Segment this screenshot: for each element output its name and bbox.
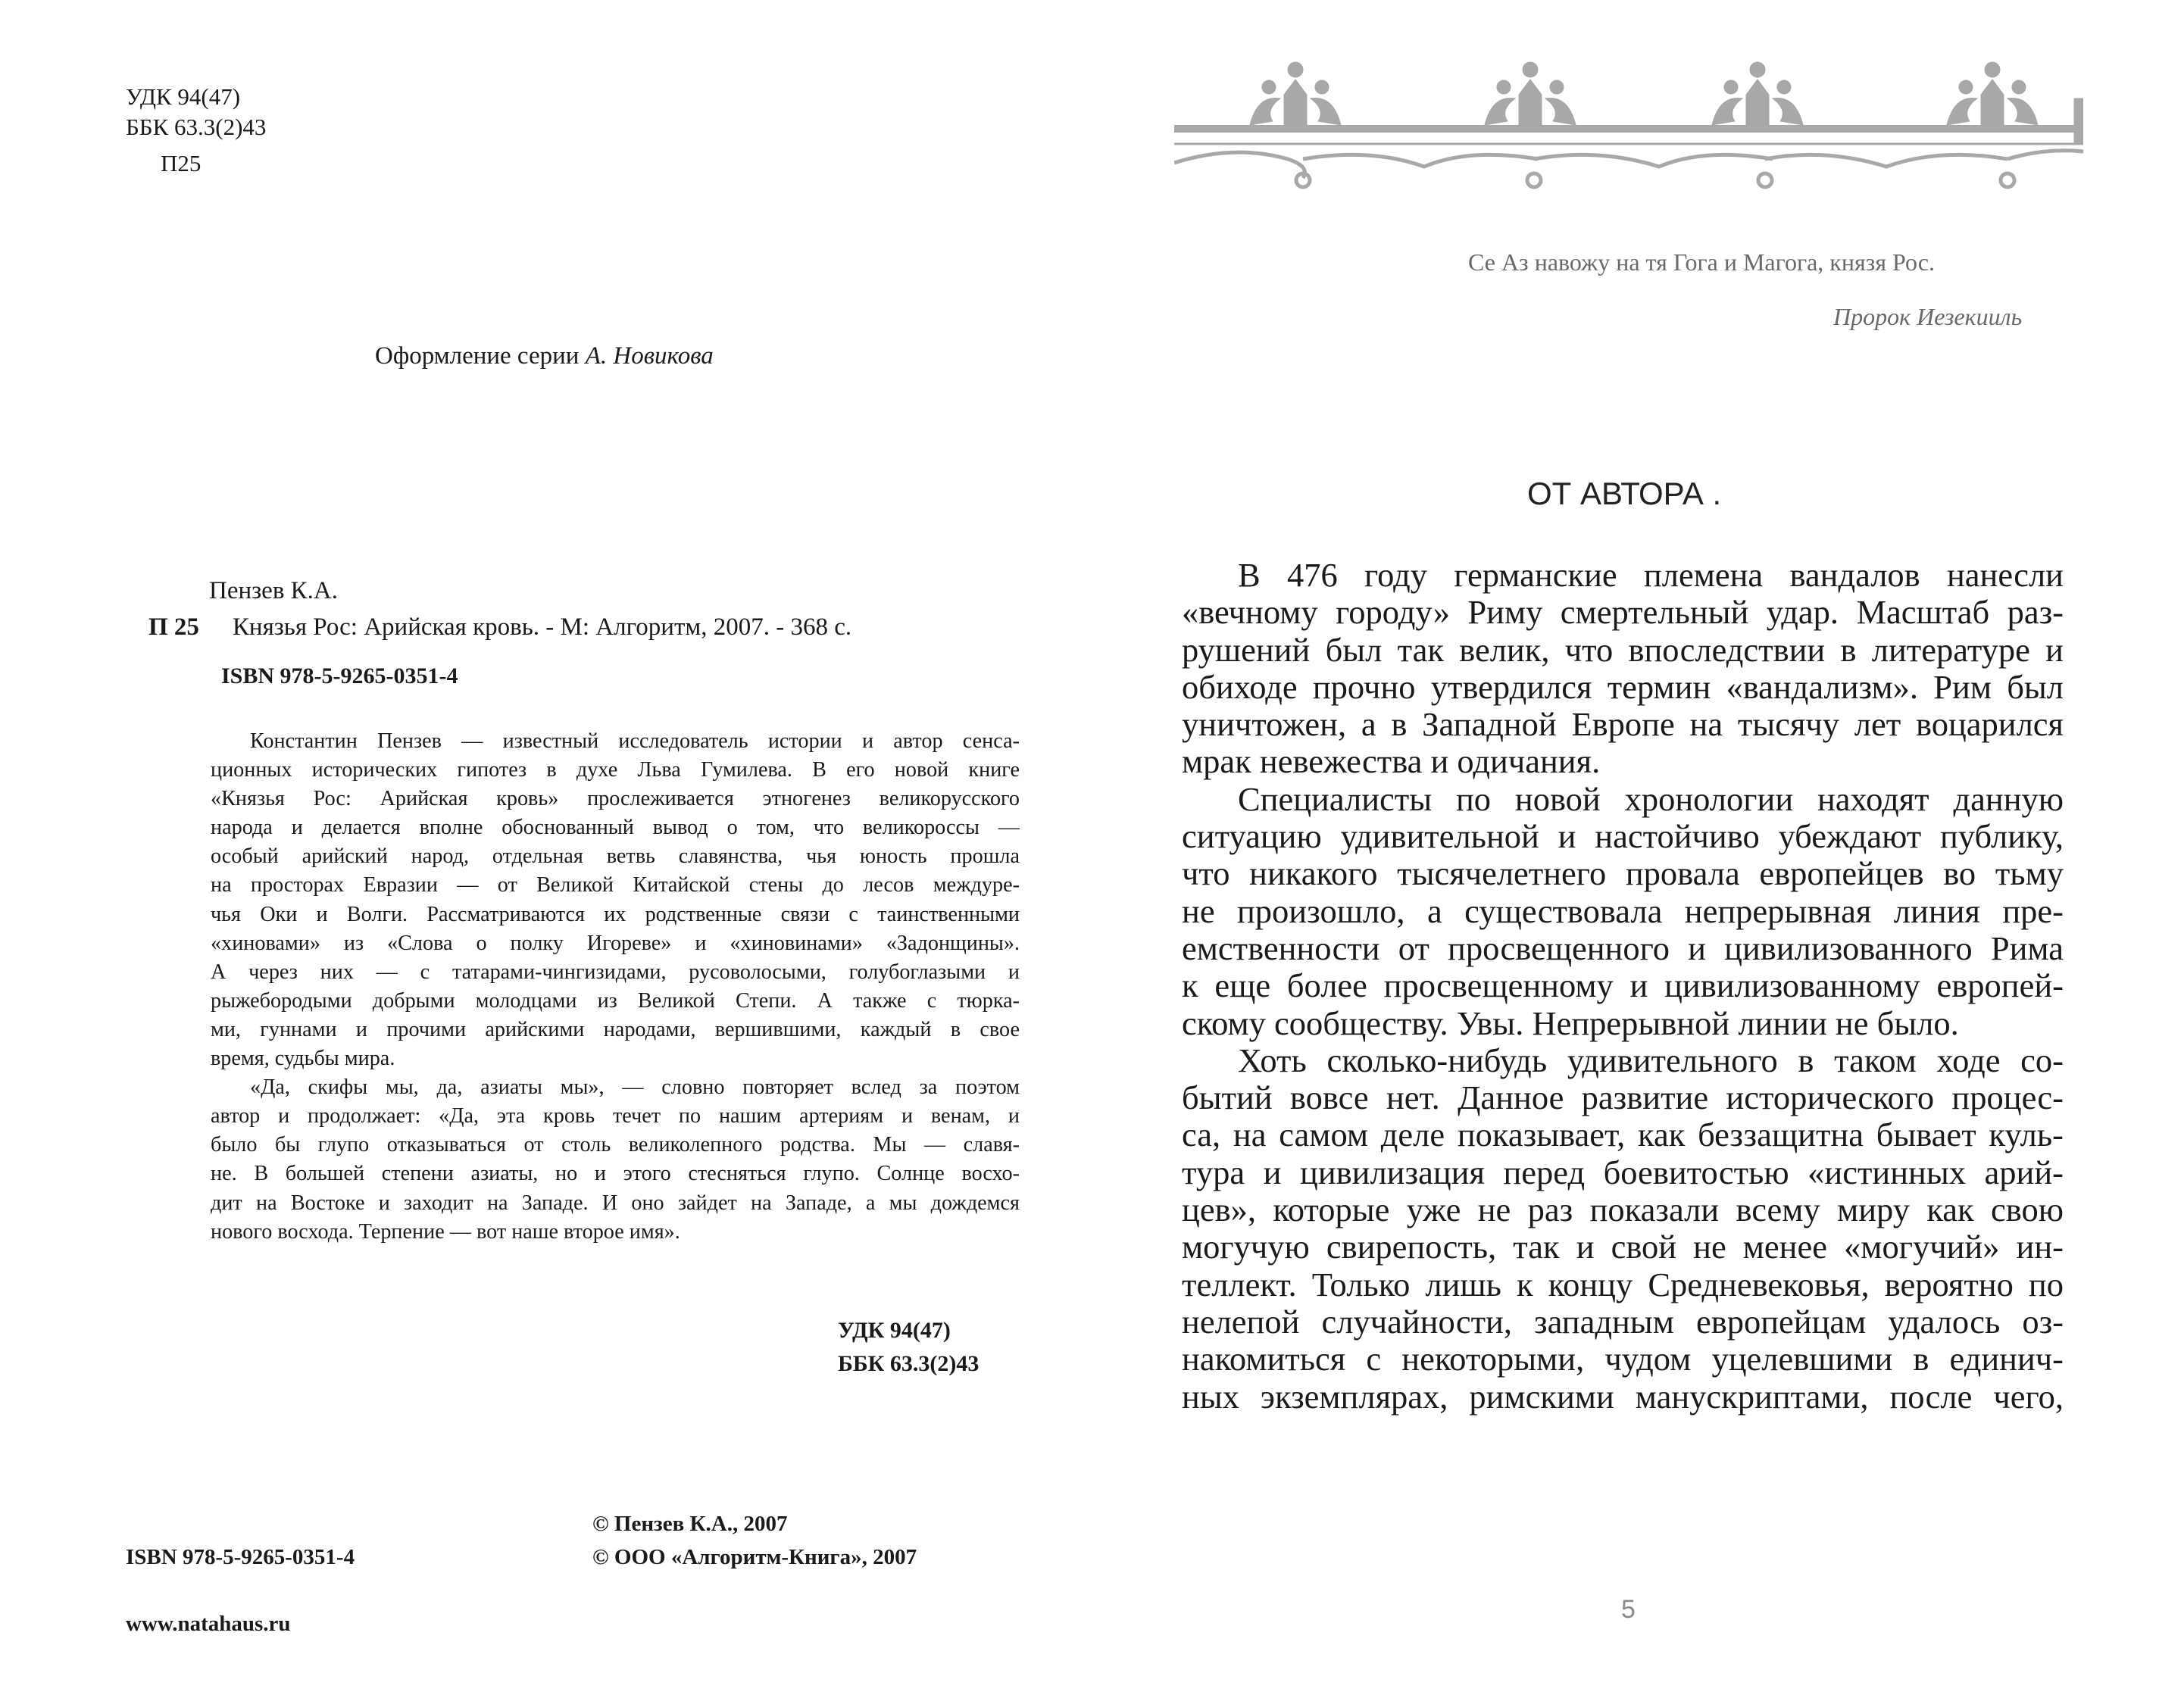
annotation-line: автор и продолжает: «Да, эта кровь течет по нашим артериям и венам, и xyxy=(211,1104,1020,1128)
catalog-code: П 25 xyxy=(148,613,199,641)
body-line: уничтожен, а в Западной Европе на тысячу лет воцарился xyxy=(1182,705,2064,744)
body-line: что никакого тысячелетнего провала европейцев во тьму xyxy=(1182,854,2064,893)
bbk-code-top: ББК 63.3(2)43 xyxy=(126,114,267,140)
body-line: бытий вовсе нет. Данное развитие исторического процес- xyxy=(1182,1078,2064,1117)
chapter-body-text xyxy=(1182,557,2064,1416)
annotation-line: время, судьбы мира. xyxy=(211,1047,395,1071)
book-annotation xyxy=(211,727,1020,1247)
body-line: са, на самом деле показывает, как беззащитна бывает куль- xyxy=(1182,1116,2064,1154)
author-name: Пензев К.А. xyxy=(209,577,338,604)
website-url: www.natahaus.ru xyxy=(126,1612,291,1636)
page-number: 5 xyxy=(1621,1595,1636,1624)
epigraph: Се Аз навожу на тя Гога и Магога, князя Рос. xyxy=(1468,248,1936,276)
body-line: накомиться с некоторыми, чудом уцелевшими в единич- xyxy=(1182,1340,2064,1378)
body-line: не произошло, а существовала непрерывная линия пре- xyxy=(1182,891,2064,930)
body-line: скому сообществу. Увы. Непрерывной линии не было. xyxy=(1182,1004,1959,1042)
body-line: В 476 году германские племена вандалов нанесли xyxy=(1238,556,2064,594)
annotation-line: «хиновами» из «Слова о полку Игореве» и «хиновинами» «Задонщины». xyxy=(211,931,1020,955)
body-line: Хоть сколько-нибудь удивительного в таком ходе со- xyxy=(1238,1041,2064,1079)
annotation-line: народа и делается вполне обоснованный вывод о том, что великороссы — xyxy=(211,816,1020,840)
annotation-line: ционных исторических гипотез в духе Льва Гумилева. В его новой книге xyxy=(211,758,1020,782)
body-line: цев», которые уже не раз показали всему миру как свою xyxy=(1182,1191,2064,1229)
body-line: могучую свирепость, так и свой не менее «могучий» ин- xyxy=(1182,1228,2064,1266)
udk-code-top: УДК 94(47) xyxy=(126,83,241,110)
annotation-line: «Да, скифы мы, да, азиаты мы», — словно повторяет вслед за поэтом xyxy=(250,1075,1020,1100)
body-line: ных экземплярах, римскими манускриптами, после чего, xyxy=(1182,1377,2064,1416)
series-credit xyxy=(375,342,714,370)
isbn-top: ISBN 978-5-9265-0351-4 xyxy=(221,663,458,688)
annotation-line: особый арийский народ, отдельная ветвь славянства, чья юность прошла xyxy=(211,844,1020,869)
crown-ornament-icon xyxy=(1174,53,2083,204)
isbn-bottom: ISBN 978-5-9265-0351-4 xyxy=(126,1545,355,1569)
annotation-line: рыжебородыми добрыми молодцами из Великой Степи. А также с тюрка- xyxy=(211,988,1020,1013)
bibliographic-record xyxy=(148,613,851,641)
body-line: Специалисты по новой хронологии находят данную xyxy=(1238,779,2064,818)
annotation-line: чья Оки и Волги. Рассматриваются их родственные связи с таинственными xyxy=(211,902,1020,926)
bbk-code-bottom: ББК 63.3(2)43 xyxy=(838,1351,980,1376)
annotation-line: А через них — с татарами-чингизидами, русоволосыми, голубоглазыми и xyxy=(211,960,1020,984)
body-line: нелепой случайности, западным европейцам удалось оз- xyxy=(1182,1302,2064,1341)
body-line: теллект. Только лишь к концу Средневековья, вероятно по xyxy=(1182,1265,2064,1303)
copyright-publisher: © ООО «Алгоритм-Книга», 2007 xyxy=(592,1545,917,1569)
bibliographic-entry: Князья Рос: Арийская кровь. - М: Алгоритм, 2007. - 368 с. xyxy=(232,613,852,641)
body-line: рушений был так велик, что впоследствии в литературе и xyxy=(1182,630,2064,669)
annotation-line: нового восхода. Терпение — вот наше второе имя». xyxy=(211,1219,680,1244)
body-line: емственности от просвещенного и цивилизованного Рима xyxy=(1182,929,2064,967)
udk-code-bottom: УДК 94(47) xyxy=(838,1318,951,1343)
series-credit-label: Оформление серии xyxy=(375,342,580,370)
body-line: мрак невежества и одичания. xyxy=(1182,742,1601,781)
chapter-title: ОТ АВТОРА . xyxy=(1527,476,1722,511)
annotation-line: не. В большей степени азиаты, но и этого стесняться глупо. Солнце восхо- xyxy=(211,1162,1020,1186)
annotation-line: дит на Востоке и заходит на Западе. И оно зайдет на Западе, а мы дождемся xyxy=(211,1191,1020,1215)
series-credit-name: А. Новикова xyxy=(585,342,714,370)
body-line: «вечному городу» Риму смертельный удар. Масштаб раз- xyxy=(1182,593,2064,632)
body-line: обиходе прочно утвердился термин «вандализм». Рим был xyxy=(1182,667,2064,706)
annotation-line: Константин Пензев — известный исследователь истории и автор сенса- xyxy=(250,729,1020,753)
body-line: к еще более просвещенному и цивилизованному европей- xyxy=(1182,966,2064,1005)
body-line: ситуацию удивительной и настойчиво убеждают публику, xyxy=(1182,817,2064,856)
annotation-line: ми, гуннами и прочими арийскими народами, вершившими, каждый в свое xyxy=(211,1017,1020,1041)
epigraph-source: Пророк Иезекииль xyxy=(1833,303,2023,330)
body-line: тура и цивилизация перед боевитостью «истинных арий- xyxy=(1182,1153,2064,1191)
copyright-author: © Пензев К.А., 2007 xyxy=(592,1512,788,1536)
annotation-line: было бы глупо отказываться от столь великолепного родства. Мы — славя- xyxy=(211,1133,1020,1157)
author-sign-code: П25 xyxy=(161,150,202,176)
annotation-line: «Князья Рос: Арийская кровь» прослеживается этногенез великорусского xyxy=(211,787,1020,811)
annotation-line: на просторах Евразии — от Великой Китайской стены до лесов междуре- xyxy=(211,873,1020,897)
